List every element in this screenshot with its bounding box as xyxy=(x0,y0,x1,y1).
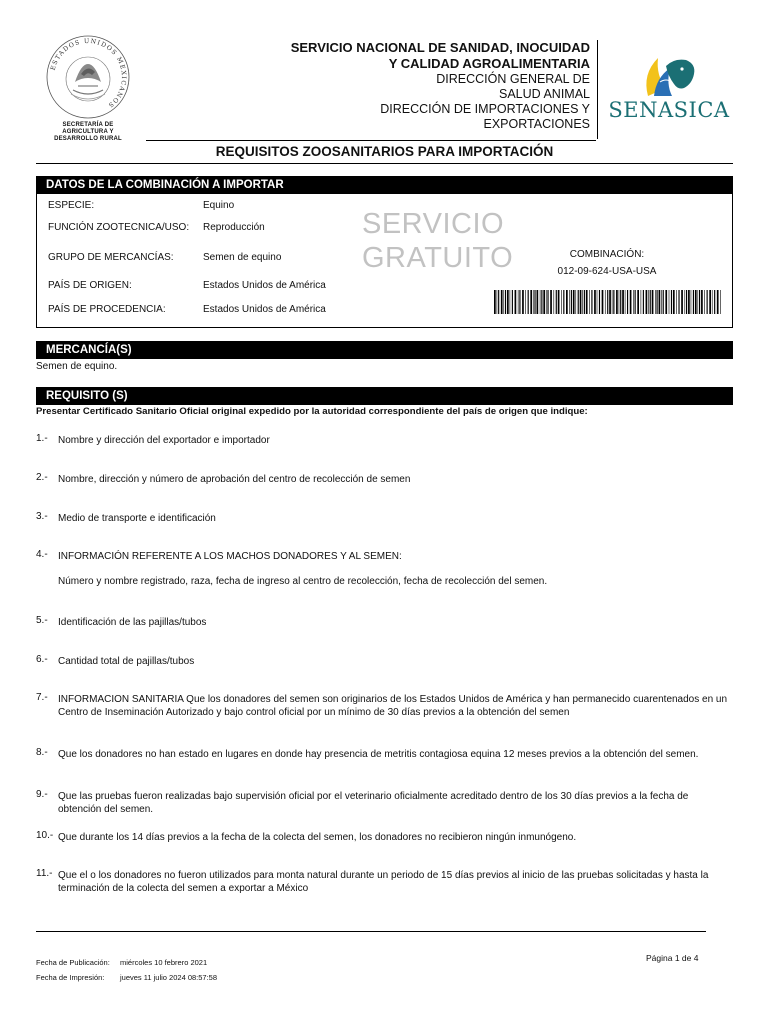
requirement-text: Que los donadores no han estado en lugares en donde hay presencia de metritis contagiosa equina 12 meses previos a la obtención del semen. xyxy=(58,749,699,760)
page-header xyxy=(0,0,768,145)
agency-line: SALUD ANIMAL xyxy=(498,87,590,101)
agency-line: EXPORTACIONES xyxy=(483,117,590,131)
requirement-number: 7.- xyxy=(36,692,48,703)
requirement-number: 11.- xyxy=(36,868,53,879)
agency-line: DIRECCIÓN DE IMPORTACIONES Y xyxy=(380,102,590,116)
requirement-text: Que las pruebas fueron realizadas bajo supervisión oficial por el veterinario oficialmente acreditado dentro de los 30 días previos a la fecha de obtención del semen. xyxy=(58,791,689,815)
requirement-item xyxy=(36,616,733,629)
senasica-emblem-icon xyxy=(640,52,700,98)
header-divider xyxy=(146,140,596,141)
requirement-item xyxy=(36,869,733,895)
requirement-item xyxy=(36,748,733,761)
publication-date-label: Fecha de Publicación: xyxy=(36,958,110,967)
requirement-subtext: Número y nombre registrado, raza, fecha de ingreso al centro de recolección, fecha de recolección del semen. xyxy=(58,576,548,587)
field-label: PAÍS DE ORIGEN: xyxy=(48,280,132,291)
field-value: Reproducción xyxy=(203,222,265,233)
page-number: Página 1 de 4 xyxy=(646,953,699,963)
agency-line-bold: SERVICIO NACIONAL DE SANIDAD, INOCUIDAD xyxy=(290,40,590,55)
requirement-text: Que el o los donadores no fueron utilizados para monta natural durante un periodo de 15 días previos al inicio de las pruebas solicitadas y hasta la terminación de la colecta del semen a exportar a México xyxy=(58,870,709,894)
requirement-text: Nombre, dirección y número de aprobación del centro de recolección de semen xyxy=(58,474,411,485)
header-vertical-divider xyxy=(597,40,598,139)
requirement-text: Nombre y dirección del exportador e importador xyxy=(58,435,270,446)
requirement-item xyxy=(36,790,733,816)
requirement-item xyxy=(36,693,733,719)
seal-ring-text: ESTADOS UNIDOS MEXICANOS xyxy=(49,37,128,110)
requirement-text: Que durante los 14 días previos a la fecha de la colecta del semen, los donadores no recibieron ningún inmunógeno. xyxy=(58,832,577,843)
combination-label: COMBINACIÓN: xyxy=(569,249,645,260)
requirement-number: 3.- xyxy=(36,511,48,522)
print-date xyxy=(36,973,217,982)
section-header-mercancia: MERCANCÍA(S) xyxy=(36,341,733,359)
requirement-text: INFORMACION SANITARIA Que los donadores del semen son originarios de los Estados Unidos de América y han permanecido cuarentenados en un Centro de Inseminación Autorizado y bajo control oficial por un mínimo de 30 días previos a la obtención del semen xyxy=(58,694,728,718)
section-header-combination: DATOS DE LA COMBINACIÓN A IMPORTAR xyxy=(36,176,733,194)
seal-caption xyxy=(30,122,146,143)
requirement-text: Identificación de las pajillas/tubos xyxy=(58,617,207,628)
field-label: ESPECIE: xyxy=(48,200,95,211)
requirement-number: 2.- xyxy=(36,472,48,483)
requirement-text: Cantidad total de pajillas/tubos xyxy=(58,656,195,667)
print-date-value: jueves 11 julio 2024 08:57:58 xyxy=(120,973,218,982)
print-date-label: Fecha de Impresión: xyxy=(36,973,105,982)
requirement-number: 1.- xyxy=(36,433,48,444)
requirement-text: Medio de transporte e identificación xyxy=(58,513,216,524)
barcode-icon xyxy=(494,290,722,314)
seal-caption-line: SECRETARÍA DE xyxy=(62,122,114,128)
requirement-item xyxy=(36,434,733,447)
requirement-text: INFORMACIÓN REFERENTE A LOS MACHOS DONADORES Y AL SEMEN: xyxy=(58,551,402,562)
field-value: Equino xyxy=(203,200,235,211)
requirement-number: 5.- xyxy=(36,615,48,626)
requirement-item xyxy=(36,831,733,844)
field-value: Semen de equino xyxy=(203,252,282,263)
watermark-line: GRATUITO xyxy=(362,242,514,274)
requirement-item xyxy=(36,473,733,486)
requirement-number: 8.- xyxy=(36,747,48,758)
government-seal xyxy=(30,34,146,144)
requirement-item xyxy=(36,655,733,668)
requirement-item xyxy=(36,512,733,525)
eagle-seal-icon xyxy=(45,34,131,120)
agency-line-bold: Y CALIDAD AGROALIMENTARIA xyxy=(388,56,590,71)
field-label: FUNCIÓN ZOOTECNICA/USO: xyxy=(48,222,190,233)
combination-code: 012-09-624-USA-USA xyxy=(557,266,657,277)
document-title: REQUISITOS ZOOSANITARIOS PARA IMPORTACIÓN xyxy=(36,144,733,164)
field-label: GRUPO DE MERCANCÍAS: xyxy=(48,252,174,263)
seal-caption-line: DESARROLLO RURAL xyxy=(54,136,122,142)
mercancia-text: Semen de equino. xyxy=(36,361,118,372)
requirement-number: 9.- xyxy=(36,789,48,800)
field-value: Estados Unidos de América xyxy=(203,304,326,315)
requirement-number: 10.- xyxy=(36,830,54,841)
requirement-number: 6.- xyxy=(36,654,48,665)
publication-date xyxy=(36,958,207,967)
senasica-logo xyxy=(602,52,736,132)
section-header-requisitos: REQUISITO (S) xyxy=(36,387,733,405)
senasica-wordmark: SENASICA xyxy=(608,98,730,122)
watermark-line: SERVICIO xyxy=(362,208,505,240)
agency-line: DIRECCIÓN GENERAL DE xyxy=(436,72,590,86)
field-label: PAÍS DE PROCEDENCIA: xyxy=(48,304,166,315)
field-value: Estados Unidos de América xyxy=(203,280,326,291)
free-service-watermark xyxy=(362,207,513,275)
requirement-number: 4.- xyxy=(36,549,48,560)
requirement-item xyxy=(36,550,733,588)
footer-divider xyxy=(36,931,706,932)
requisitos-intro: Presentar Certificado Sanitario Oficial original expedido por la autoridad correspondiente del país de origen que indique: xyxy=(36,406,588,417)
agency-name xyxy=(170,40,590,132)
publication-date-value: miércoles 10 febrero 2021 xyxy=(120,958,208,967)
seal-caption-line: AGRICULTURA Y xyxy=(62,129,114,135)
